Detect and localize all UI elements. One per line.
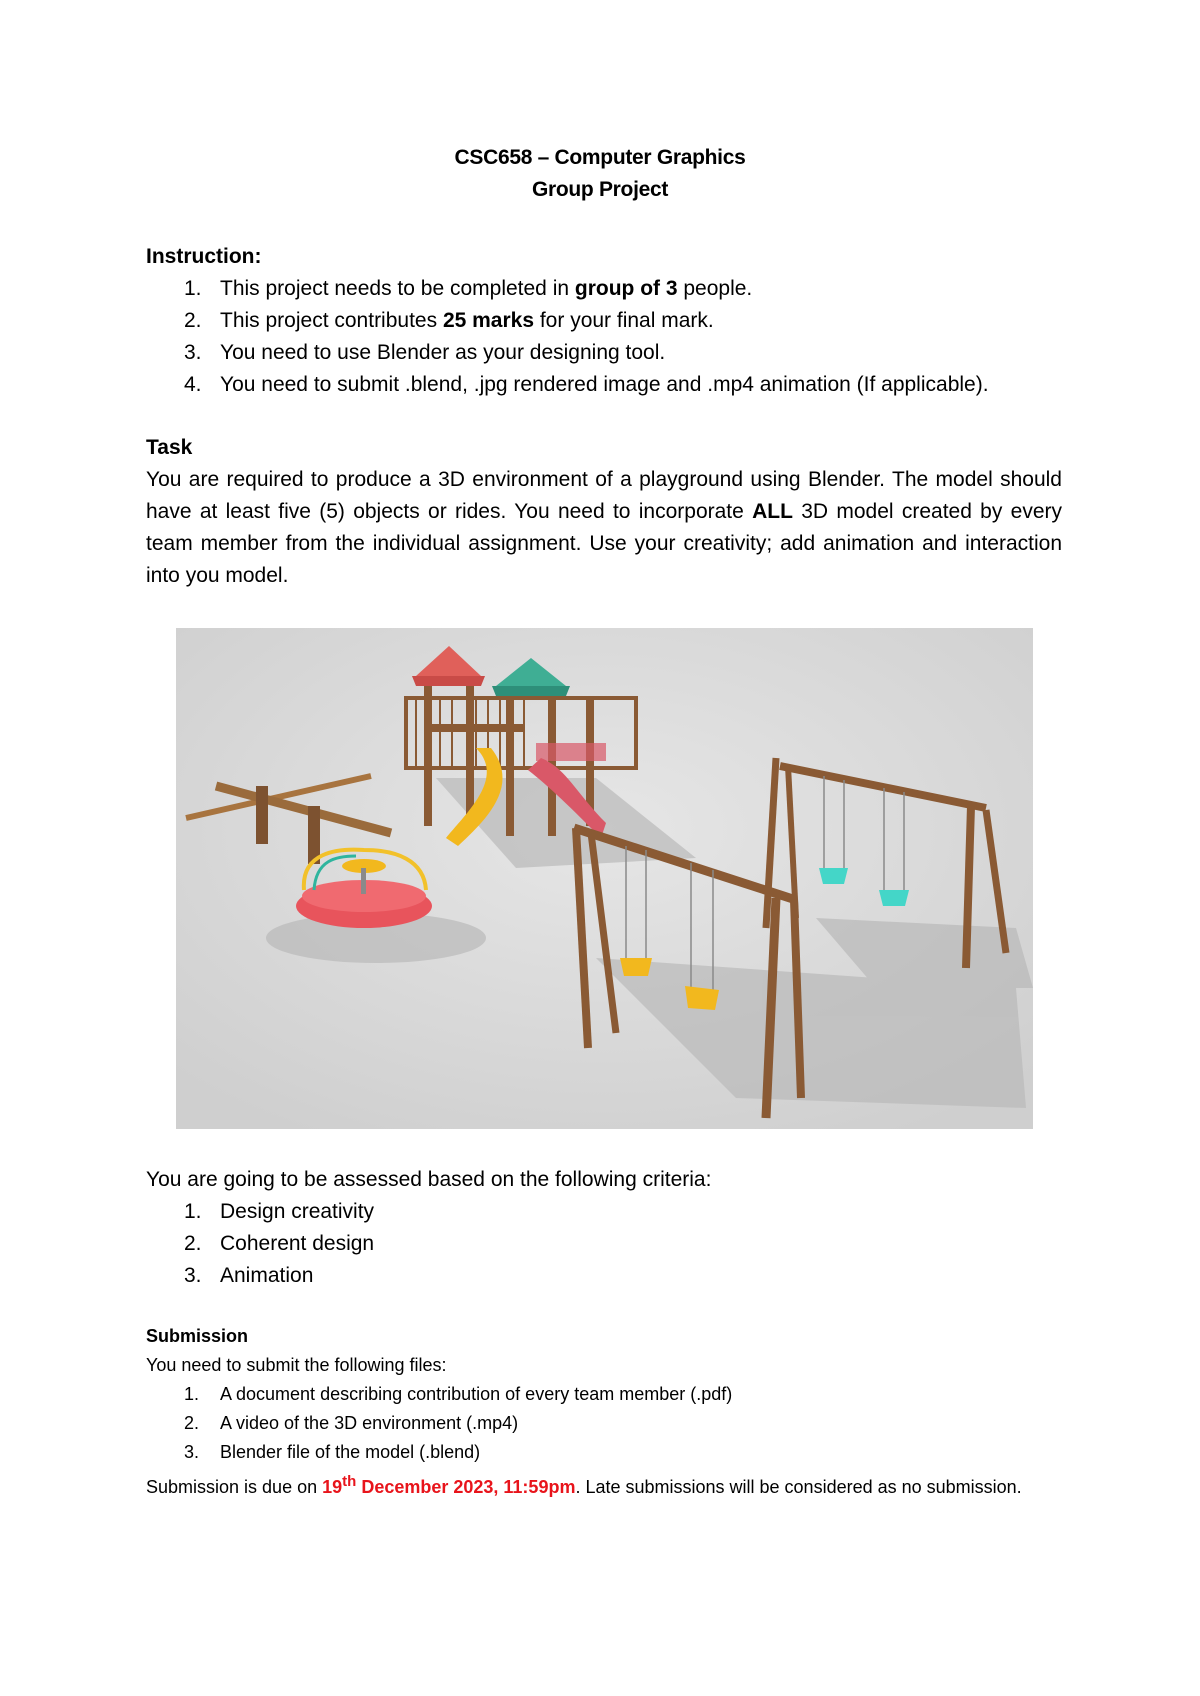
task-text: 3D model created by every team member from the individual assignment. Use your creativity; add animation and interaction into you model. bbox=[146, 500, 1062, 587]
task-section bbox=[146, 432, 1062, 592]
task-bold: ALL bbox=[752, 500, 793, 523]
submission-text: Blender file of the model (.blend) bbox=[220, 1442, 481, 1462]
criteria-item bbox=[146, 1260, 1062, 1292]
instruction-item bbox=[146, 305, 1062, 337]
instruction-text: You need to use Blender as your designing tool. bbox=[220, 341, 666, 364]
criteria-list bbox=[146, 1196, 1062, 1292]
instruction-list bbox=[146, 273, 1062, 401]
instruction-section bbox=[146, 241, 1062, 401]
instruction-item bbox=[146, 273, 1062, 305]
list-number: 3. bbox=[184, 1442, 200, 1462]
due-date bbox=[322, 1473, 576, 1497]
instruction-item bbox=[146, 369, 1062, 401]
list-number: 1. bbox=[184, 1384, 200, 1404]
due-day: 19 bbox=[322, 1477, 343, 1497]
instruction-heading: Instruction: bbox=[146, 245, 262, 268]
instruction-text: This project needs to be completed in bbox=[220, 277, 575, 300]
instruction-bold: 25 marks bbox=[442, 309, 535, 332]
criteria-text: Animation bbox=[220, 1264, 314, 1287]
instruction-text: This project contributes bbox=[220, 309, 443, 332]
submission-list bbox=[146, 1380, 1062, 1467]
instruction-bold: group of 3 bbox=[574, 277, 678, 300]
due-text: Submission is due on bbox=[146, 1477, 323, 1497]
task-paragraph bbox=[146, 464, 1062, 592]
project-title: Group Project bbox=[531, 178, 669, 201]
list-number: 2. bbox=[184, 309, 202, 332]
criteria-text: Coherent design bbox=[220, 1232, 375, 1255]
task-text: You are required to produce a 3D environment of a playground using Blender. The model should have at least five (5) objects or rides. You need to incorporate bbox=[146, 468, 1062, 523]
list-number: 1. bbox=[184, 277, 202, 300]
red-slide-top bbox=[536, 743, 606, 761]
submission-item bbox=[146, 1380, 1062, 1409]
submission-item bbox=[146, 1409, 1062, 1438]
instruction-item bbox=[146, 337, 1062, 369]
course-title: CSC658 – Computer Graphics bbox=[454, 146, 746, 169]
submission-section bbox=[146, 1322, 1062, 1502]
submission-intro: You need to submit the following files: bbox=[146, 1355, 447, 1375]
criteria-item bbox=[146, 1196, 1062, 1228]
list-number: 4. bbox=[184, 373, 202, 396]
task-heading: Task bbox=[146, 436, 193, 459]
instruction-text: You need to submit .blend, .jpg rendered image and .mp4 animation (If applicable). bbox=[220, 373, 989, 396]
due-day-suffix: th bbox=[342, 1473, 357, 1490]
submission-text: A document describing contribution of every team member (.pdf) bbox=[220, 1384, 733, 1404]
instruction-text: people. bbox=[677, 277, 753, 300]
list-number: 3. bbox=[184, 341, 202, 364]
due-date-rest: December 2023, 11:59pm bbox=[356, 1477, 576, 1497]
submission-item bbox=[146, 1438, 1062, 1467]
submission-text: A video of the 3D environment (.mp4) bbox=[220, 1413, 519, 1433]
instruction-text: for your final mark. bbox=[534, 309, 714, 332]
criteria-text: Design creativity bbox=[220, 1200, 375, 1223]
criteria-section bbox=[146, 1164, 1062, 1292]
list-number: 2. bbox=[184, 1413, 200, 1433]
due-date-paragraph bbox=[146, 1467, 1062, 1502]
submission-heading: Submission bbox=[146, 1326, 249, 1346]
criteria-intro: You are going to be assessed based on the following criteria: bbox=[146, 1168, 712, 1191]
due-text: . Late submissions will be considered as no submission. bbox=[575, 1477, 1022, 1497]
list-number: 2. bbox=[184, 1232, 202, 1255]
merry-go-round bbox=[296, 850, 432, 928]
list-number: 1. bbox=[184, 1200, 202, 1223]
playground-render-image bbox=[176, 628, 1033, 1129]
list-number: 3. bbox=[184, 1264, 202, 1287]
criteria-item bbox=[146, 1228, 1062, 1260]
